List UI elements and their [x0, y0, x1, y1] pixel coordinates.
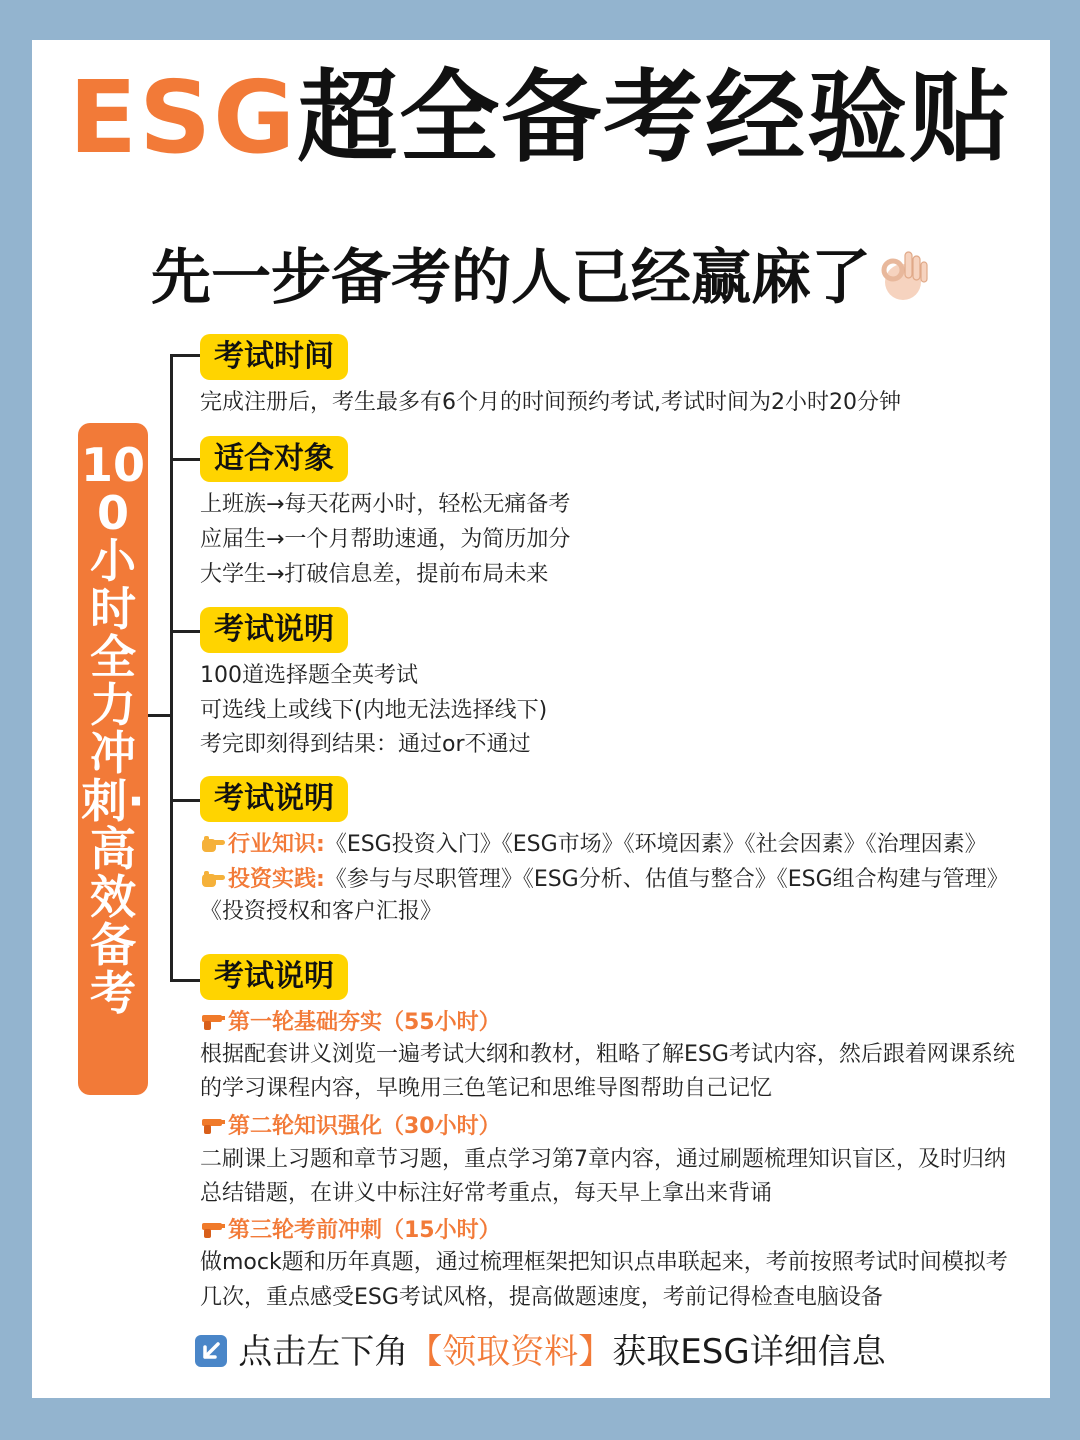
footer-suffix: 获取ESG详细信息 — [612, 1332, 886, 1372]
section-tag-exam-time: 考试时间 — [200, 334, 348, 380]
round-title-text: 第三轮考前冲刺（15小时） — [228, 1218, 501, 1243]
tree-branch-4 — [170, 799, 202, 802]
subject-line — [200, 830, 987, 860]
water-gun-icon — [200, 1218, 226, 1240]
pointing-hand-icon — [200, 832, 226, 854]
subject-books: 《ESG投资入门》《ESG市场》《环境因素》《社会因素》《治理因素》 — [324, 832, 987, 857]
side-banner — [78, 423, 148, 1095]
footer-cta[interactable] — [0, 1330, 1080, 1374]
section-text: 大学生→打破信息差，提前布局未来 — [200, 562, 549, 587]
down-left-arrow-icon — [194, 1334, 228, 1368]
page-title — [0, 58, 1080, 178]
round-title-text: 第二轮知识强化（30小时） — [228, 1114, 501, 1139]
water-gun-icon — [200, 1010, 226, 1032]
subject-label: 行业知识: — [228, 832, 325, 857]
round-title-text: 第一轮基础夯实（55小时） — [228, 1010, 501, 1035]
round-text: 几次，重点感受ESG考试风格，提高做题速度，考前记得检查电脑设备 — [200, 1285, 883, 1310]
section-tag-audience: 适合对象 — [200, 436, 348, 482]
section-text: 完成注册后，考生最多有6个月的时间预约考试,考试时间为2小时20分钟 — [200, 390, 901, 415]
title-accent: ESG — [68, 59, 298, 176]
tree-branch-2 — [170, 458, 202, 461]
round-text: 根据配套讲义浏览一遍考试大纲和教材，粗略了解ESG考试内容，然后跟着网课系统 — [200, 1042, 1015, 1067]
tree-branch-3 — [170, 630, 202, 633]
round-title — [200, 1008, 501, 1038]
section-tag-exam-info: 考试说明 — [200, 607, 348, 653]
subject-line — [200, 865, 1009, 895]
section-text: 100道选择题全英考试 — [200, 663, 418, 688]
section-tag-exam-info: 考试说明 — [200, 776, 348, 822]
round-text: 做mock题和历年真题，通过梳理框架把知识点串联起来，考前按照考试时间模拟考 — [200, 1250, 1008, 1275]
round-title — [200, 1216, 501, 1246]
round-text: 总结错题，在讲义中标注好常考重点，每天早上拿出来背诵 — [200, 1181, 773, 1206]
round-text: 的学习课程内容，早晚用三色笔记和思维导图帮助自己记忆 — [200, 1076, 773, 1101]
round-text: 二刷课上习题和章节习题，重点学习第7章内容，通过刷题梳理知识盲区，及时归纳 — [200, 1147, 1006, 1172]
pointing-hand-icon — [200, 867, 226, 889]
tree-stem — [148, 714, 172, 717]
section-text: 上班族→每天花两小时，轻松无痛备考 — [200, 492, 571, 517]
tree-branch-1 — [170, 354, 202, 357]
section-text: 可选线上或线下(内地无法选择线下) — [200, 698, 548, 723]
footer-prefix: 点击左下角 — [238, 1332, 409, 1372]
side-banner-text: 100小时全力冲刺·高效备考 — [80, 438, 145, 1020]
ok-hand-icon — [877, 248, 929, 304]
tree-branch-5 — [170, 979, 202, 982]
section-text: 考完即刻得到结果：通过or不通过 — [200, 732, 531, 757]
page-subtitle — [0, 238, 1080, 318]
tree-trunk — [170, 354, 173, 982]
subject-line-extra: 《投资授权和客户汇报》 — [200, 899, 443, 924]
round-title — [200, 1112, 501, 1142]
title-rest: 超全备考经验贴 — [297, 59, 1012, 176]
subject-label: 投资实践: — [228, 867, 325, 892]
section-text: 应届生→一个月帮助速通，为简历加分 — [200, 527, 571, 552]
section-tag-exam-info: 考试说明 — [200, 954, 348, 1000]
subtitle-text: 先一步备考的人已经赢麻了 — [151, 243, 871, 313]
footer-highlight[interactable]: 【领取资料】 — [408, 1332, 613, 1372]
water-gun-icon — [200, 1114, 226, 1136]
subject-books: 《参与与尽职管理》《ESG分析、估值与整合》《ESG组合构建与管理》 — [324, 867, 1009, 892]
